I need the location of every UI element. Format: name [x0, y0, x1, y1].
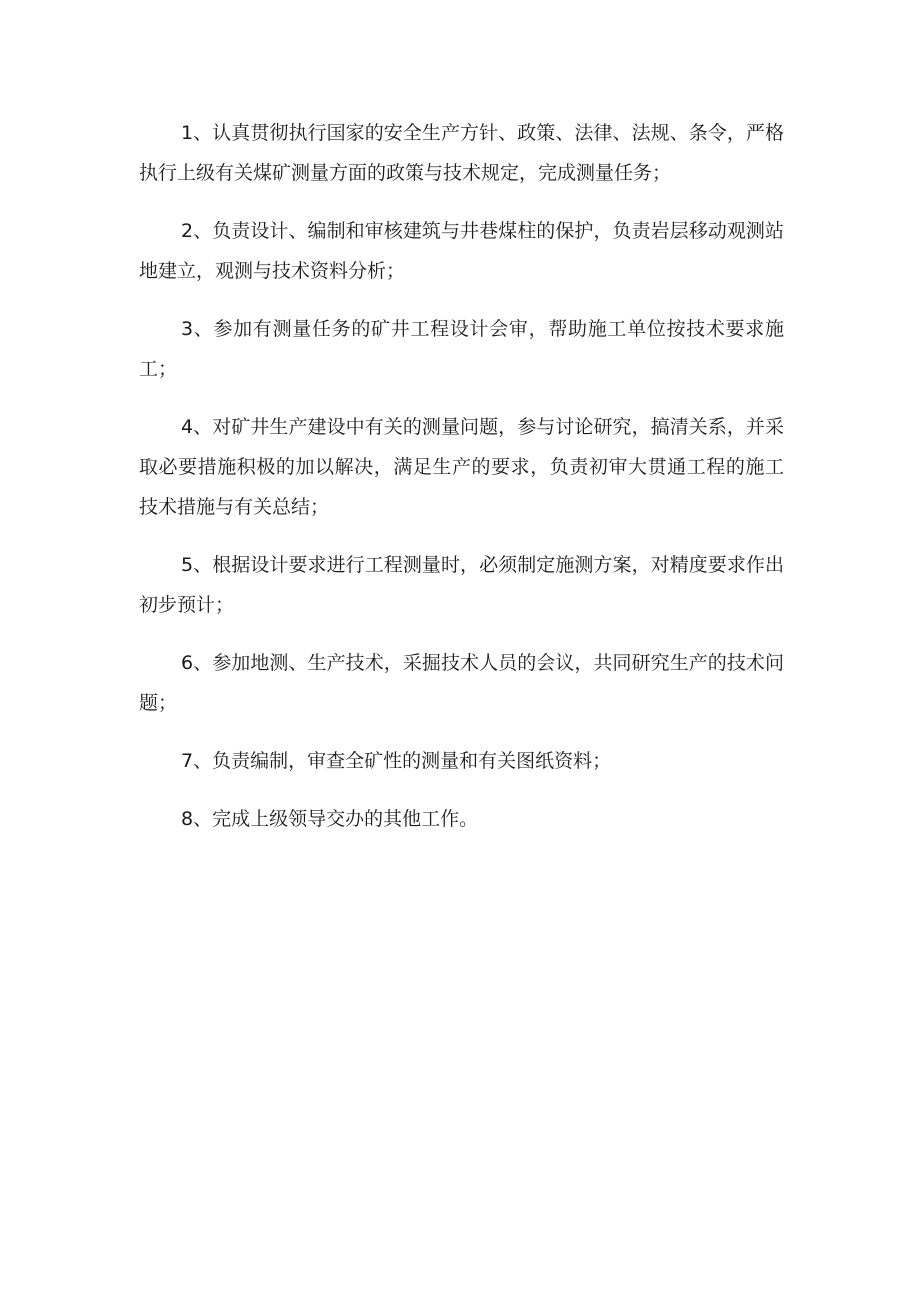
duty-item-1: 1、认真贯彻执行国家的安全生产方针、政策、法律、法规、条令，严格执行上级有关煤矿测量方面的政策与技术规定，完成测量任务； — [139, 122, 784, 184]
duty-item-5: 5、根据设计要求进行工程测量时，必须制定施测方案，对精度要求作出初步预计； — [139, 554, 784, 616]
duty-item-6: 6、参加地测、生产技术，采掘技术人员的会议，共同研究生产的技术问题； — [139, 652, 784, 714]
document-body — [139, 113, 784, 857]
duty-item-8: 8、完成上级领导交办的其他工作。 — [181, 808, 479, 830]
duty-item-4: 4、对矿井生产建设中有关的测量问题，参与讨论研究，搞清关系，并采取必要措施积极的加以解决，满足生产的要求，负责初审大贯通工程的施工技术措施与有关总结； — [139, 416, 784, 518]
duty-item-2: 2、负责设计、编制和审核建筑与井巷煤柱的保护，负责岩层移动观测站地建立，观测与技术资料分析； — [139, 220, 784, 282]
duty-item-7: 7、负责编制，审查全矿性的测量和有关图纸资料； — [181, 750, 612, 772]
duty-item-3: 3、参加有测量任务的矿井工程设计会审，帮助施工单位按技术要求施工； — [139, 318, 784, 380]
